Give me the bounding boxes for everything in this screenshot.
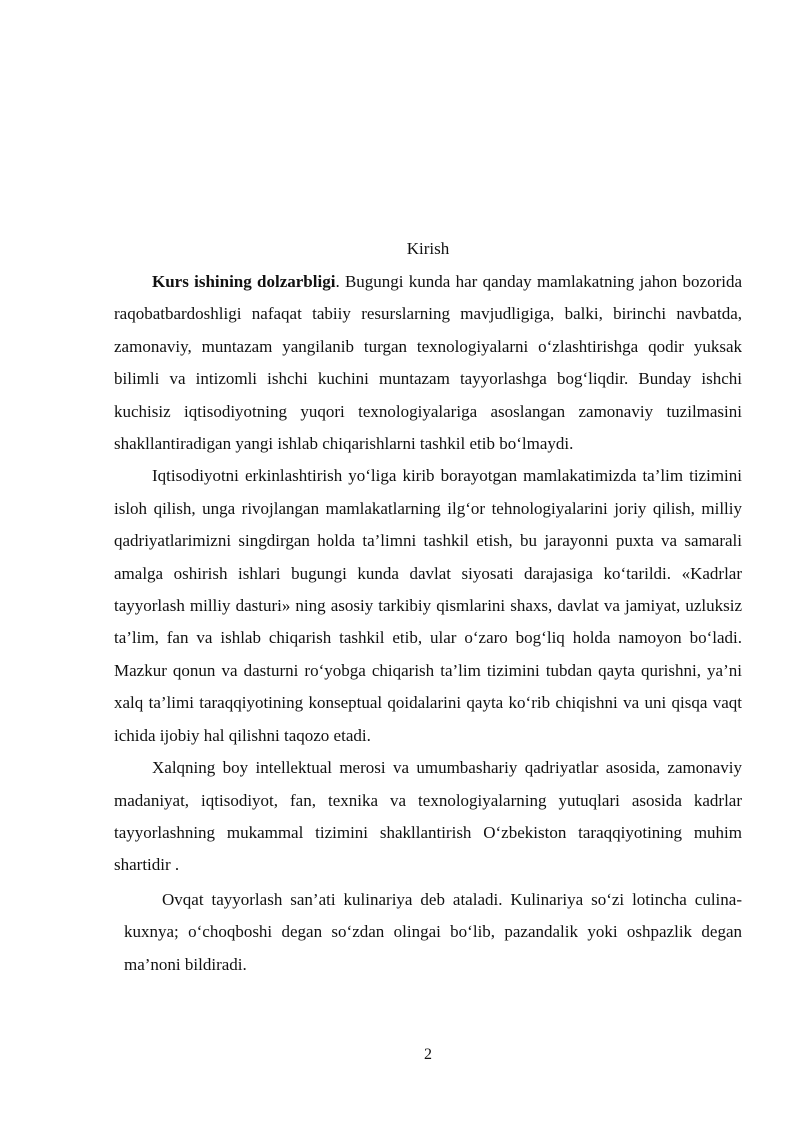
page-number: 2 <box>424 1046 432 1063</box>
body-text <box>114 266 742 981</box>
paragraph-text: . Bugungi kunda har qanday mamlakatning jahon bozorida raqobatbardoshligi nafaqat tabiiy resurslarning mavjudligiga, balki, birinchi navbatda, zamonaviy, muntazam yangilanib turgan texnologiyalarni o‘zlashtirishga qodir yuksak bilimli va intizomli ishchi kuchini muntazam tayyorlashga bog‘liqdir. Bunday ishchi kuchisiz iqtisodiyotning yuqori texnologiyalariga asoslangan zamonaviy tuzilmasini shakllantiradigan yangi ishlab chiqarishlarni tashkil etib bo‘lmaydi. <box>114 272 742 454</box>
paragraph-relevance <box>114 266 742 460</box>
paragraph-culinary: Ovqat tayyorlash san’ati kulinariya deb ataladi. Kulinariya so‘zi lotincha culina-kuxnya; o‘choqboshi degan so‘zdan olingai bo‘lib, pazandalik yoki oshpazlik degan ma’noni bildiradi. <box>124 889 742 974</box>
paragraph-education-reform: Iqtisodiyotni erkinlashtirish yo‘liga kirib borayotgan mamlakatimizda ta’lim tizimini isloh qilish, unga rivojlangan mamlakatlarning ilg‘or tehnologiyalarini joriy qilish, milliy qadriyatlarimizni singdirgan holda ta’limni tashkil etish, bu jarayonni puxta va samarali amalga oshirish ishlari bugungi kunda davlat siyosati darajasiga ko‘tarildi. «Kadrlar tayyorlash milliy dasturi» ning asosiy tarkibiy qismlarini shaxs, davlat va jamiyat, uzluksiz ta’lim, fan va ishlab chiqarish tashkil etib, ular o‘zaro bog‘liq holda namoyon bo‘ladi. Mazkur qonun va dasturni ro‘yobga chiqarish ta’lim tizimini tubdan qayta qurishni, ya’ni xalq ta’limi taraqqiyotining konseptual qoidalarini qayta ko‘rib chiqishni va uni qisqa vaqt ichida ijobiy hal qilishni taqozo etadi. <box>114 466 742 745</box>
paragraph-lead-bold: Kurs ishining dolzarbligi <box>152 272 336 291</box>
paragraph-national-heritage: Xalqning boy intellektual merosi va umumbashariy qadriyatlar asosida, zamonaviy madaniyat, iqtisodiyot, fan, texnika va texnologiyalarning yutuqlari asosida kadrlar tayyorlashning mukammal tizimini shakllantirish O‘zbekiston taraqqiyotining muhim shartidir . <box>114 758 742 875</box>
section-title: Kirish <box>406 239 450 258</box>
